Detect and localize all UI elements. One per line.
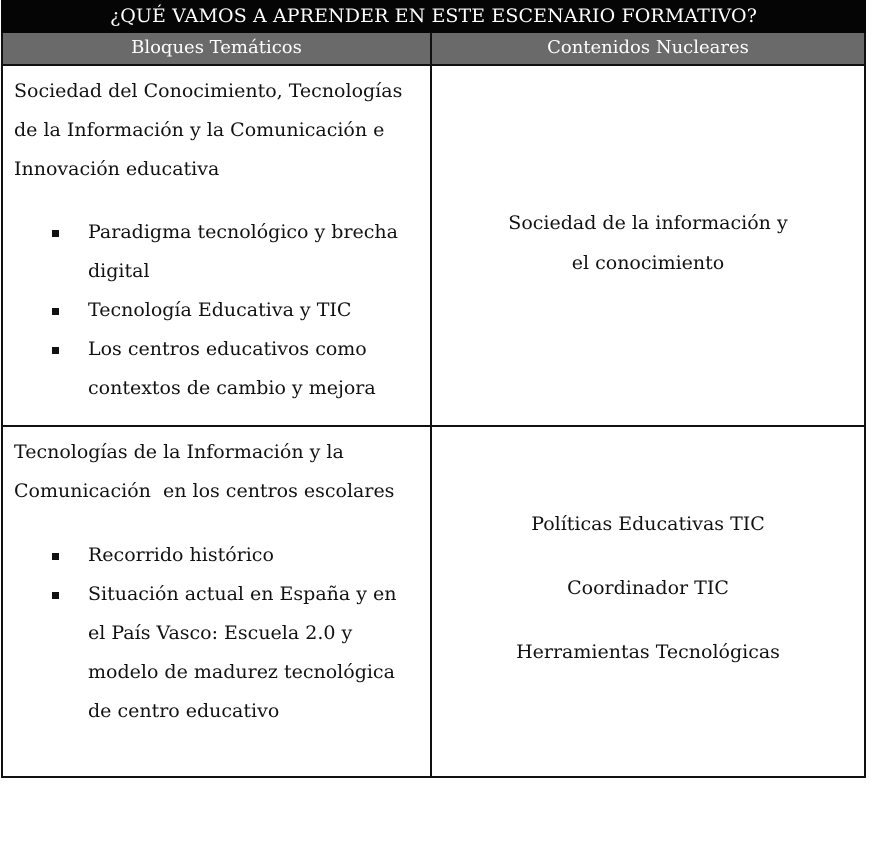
square-bullet-icon	[52, 230, 59, 237]
core-content-item: Sociedad de la información y el conocimiento	[508, 212, 788, 274]
thematic-block-cell	[3, 427, 432, 776]
core-content-item: Herramientas Tecnológicas	[516, 641, 780, 663]
list-item	[14, 575, 430, 731]
table-header-row	[3, 33, 864, 66]
thematic-topic-list	[14, 536, 430, 731]
list-item	[14, 213, 430, 291]
core-content-cell	[432, 66, 864, 425]
core-content-item: Políticas Educativas TIC	[531, 513, 765, 535]
thematic-topic-list	[14, 213, 430, 408]
list-item	[14, 330, 430, 408]
table-row	[3, 427, 864, 776]
paragraph-spacer	[14, 511, 430, 536]
topic-text: Recorrido histórico	[88, 544, 274, 566]
core-content-item: Coordinador TIC	[567, 577, 729, 599]
header-contenidos-nucleares: Contenidos Nucleares	[547, 37, 749, 58]
list-item	[14, 291, 430, 330]
topic-text: Los centros educativos como contextos de cambio y mejora	[88, 338, 376, 399]
list-item	[14, 536, 430, 575]
topic-text: Situación actual en España y en el País Vasco: Escuela 2.0 y modelo de madurez tecnológica de centro educativo	[88, 583, 397, 722]
thematic-block-cell	[3, 66, 432, 425]
header-bloques-tematicos: Bloques Temáticos	[3, 33, 432, 64]
paragraph-spacer	[14, 189, 430, 213]
content-table	[1, 0, 866, 778]
thematic-block-title: Tecnologías de la Información y la Comunicación en los centros escolares	[14, 441, 395, 502]
square-bullet-icon	[52, 308, 59, 315]
table-title: ¿QUÉ VAMOS A APRENDER EN ESTE ESCENARIO FORMATIVO?	[1, 0, 866, 33]
table-row	[3, 66, 864, 427]
square-bullet-icon	[52, 592, 59, 599]
square-bullet-icon	[52, 553, 59, 560]
thematic-block-title: Sociedad del Conocimiento, Tecnologías de la Información y la Comunicación e Innovación educativa	[14, 80, 403, 180]
core-content-list	[432, 504, 864, 672]
square-bullet-icon	[52, 347, 59, 354]
topic-text: Tecnología Educativa y TIC	[88, 299, 352, 321]
topic-text: Paradigma tecnológico y brecha digital	[88, 221, 398, 282]
table-grid	[1, 33, 866, 778]
core-content-cell	[432, 427, 864, 776]
